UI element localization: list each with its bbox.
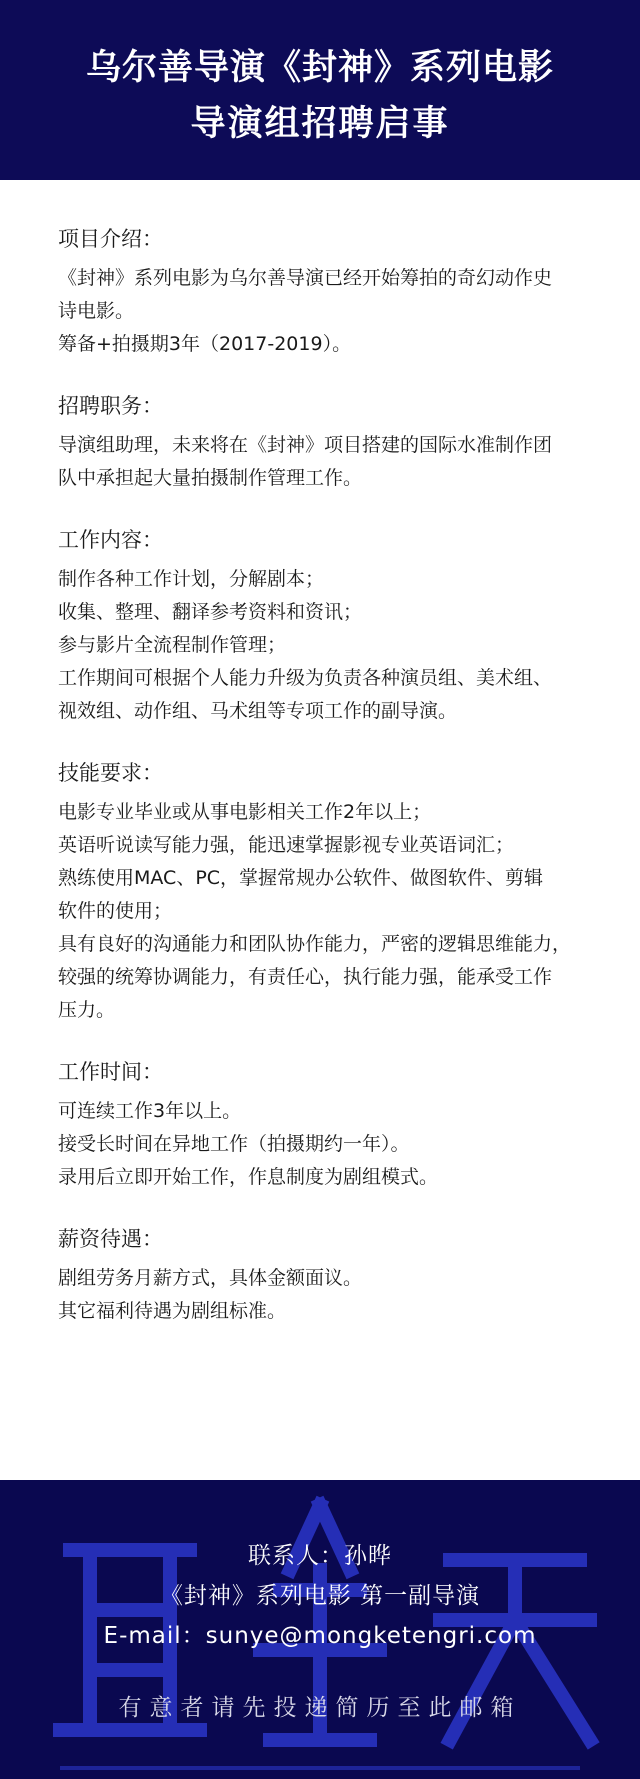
section-line: 制作各种工作计划，分解剧本； — [58, 568, 325, 590]
footer-contact-panel — [0, 1480, 640, 1779]
contact-email: E-mail：sunye@mongketengri.com — [103, 1623, 537, 1649]
section-line: 英语听说读写能力强，能迅速掌握影视专业英语词汇； — [58, 834, 515, 856]
section-project-intro — [58, 224, 618, 361]
section-title: 工作内容： — [58, 528, 163, 552]
section-line: 录用后立即开始工作，作息制度为剧组模式。 — [58, 1166, 439, 1188]
section-line: 诗电影。 — [58, 300, 135, 322]
header-banner — [0, 0, 640, 180]
header-title-line2: 导演组招聘启事 — [190, 104, 450, 144]
section-position — [58, 391, 618, 495]
section-line: 工作期间可根据个人能力升级为负责各种演员组、美术组、 — [58, 667, 553, 689]
section-line: 参与影片全流程制作管理； — [58, 634, 287, 656]
section-title: 招聘职务： — [58, 394, 163, 418]
section-title: 工作时间： — [58, 1060, 163, 1084]
section-title: 薪资待遇： — [58, 1227, 163, 1251]
section-line: 可连续工作3年以上。 — [58, 1100, 242, 1122]
section-salary — [58, 1224, 618, 1328]
contact-position: 《封神》系列电影 第一副导演 — [159, 1583, 481, 1609]
section-line: 软件的使用； — [58, 900, 173, 922]
section-line: 筹备+拍摄期3年（2017-2019）。 — [58, 333, 352, 355]
section-line: 《封神》系列电影为乌尔善导演已经开始筹拍的奇幻动作史 — [58, 267, 553, 289]
section-title: 技能要求： — [58, 761, 163, 785]
section-line: 视效组、动作组、马术组等专项工作的副导演。 — [58, 700, 458, 722]
section-line: 接受长时间在异地工作（拍摄期约一年）。 — [58, 1133, 410, 1155]
content-area — [58, 224, 618, 1358]
section-line: 导演组助理，未来将在《封神》项目搭建的国际水准制作团 — [58, 434, 553, 456]
section-work-time — [58, 1057, 618, 1194]
header-title-line1: 乌尔善导演《封神》系列电影 — [85, 48, 554, 88]
section-line: 剧组劳务月薪方式，具体金额面议。 — [58, 1267, 363, 1289]
section-skills — [58, 758, 618, 1027]
section-line: 队中承担起大量拍摄制作管理工作。 — [58, 467, 363, 489]
section-job-content — [58, 525, 618, 728]
section-line: 具有良好的沟通能力和团队协作能力，严密的逻辑思维能力， — [58, 933, 572, 955]
section-line: 较强的统筹协调能力，有责任心，执行能力强，能承受工作 — [58, 966, 553, 988]
section-line: 收集、整理、翻译参考资料和资讯； — [58, 601, 363, 623]
section-line: 电影专业毕业或从事电影相关工作2年以上； — [58, 801, 432, 823]
contact-person: 联系人：孙晔 — [248, 1543, 392, 1569]
section-line: 熟练使用MAC、PC，掌握常规办公软件、做图软件、剪辑 — [58, 867, 544, 889]
section-line: 其它福利待遇为剧组标准。 — [58, 1300, 287, 1322]
section-title: 项目介绍： — [58, 227, 163, 251]
section-line: 压力。 — [58, 999, 116, 1021]
application-note: 有意者请先投递简历至此邮箱 — [118, 1695, 522, 1721]
